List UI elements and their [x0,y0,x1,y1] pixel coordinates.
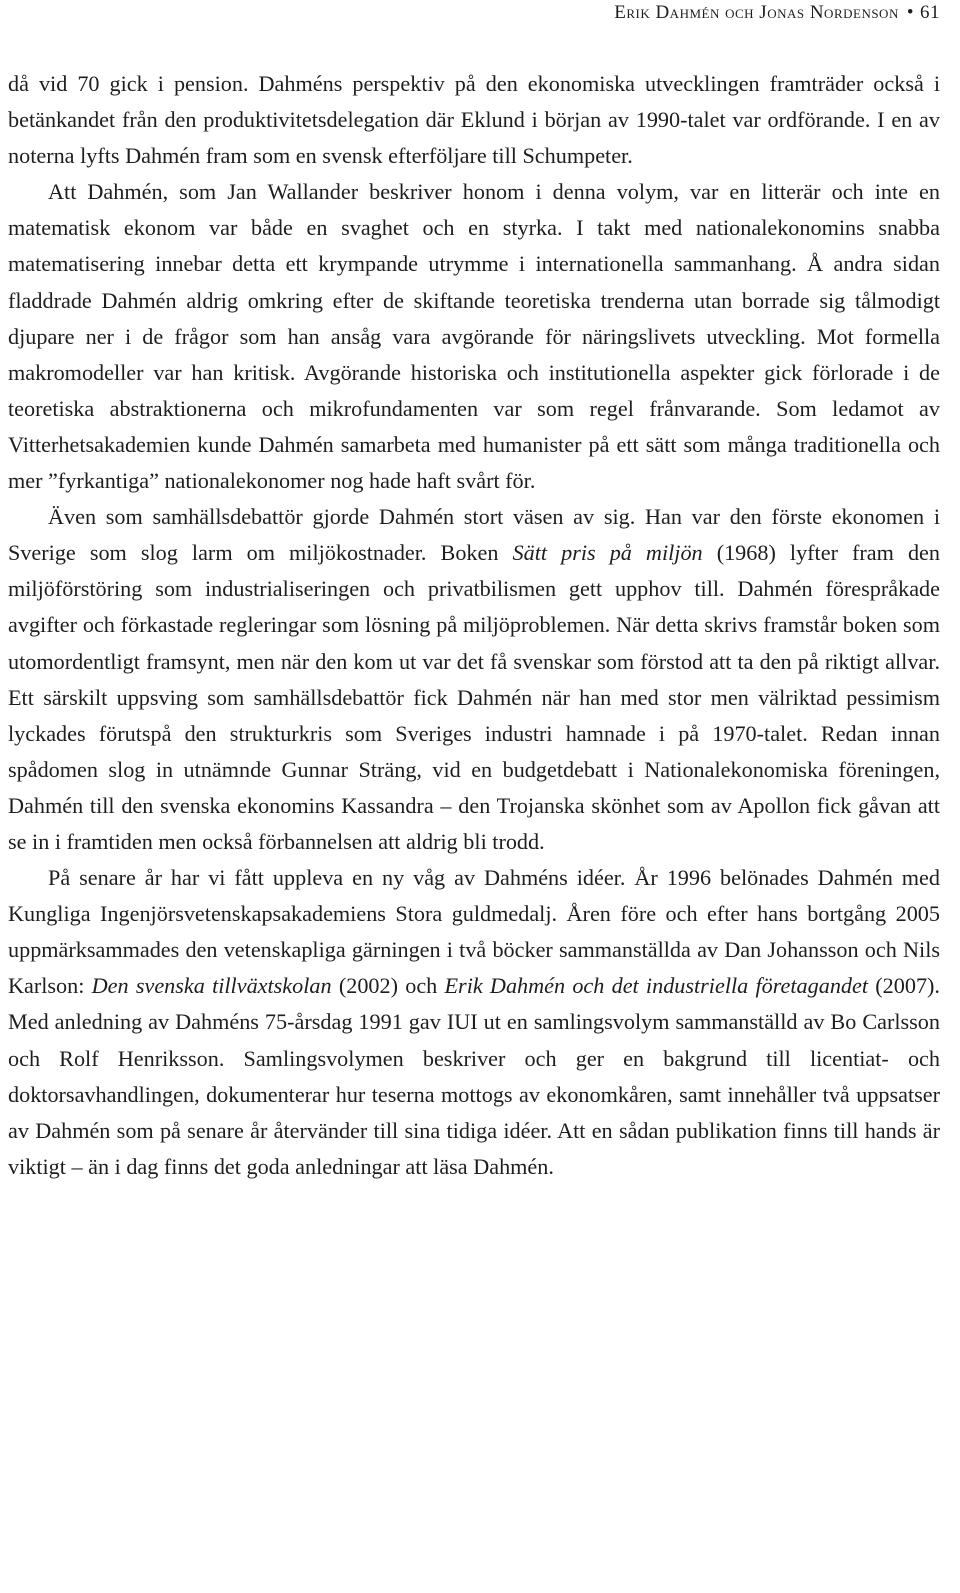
paragraph-2: Att Dahmén, som Jan Wallander beskriver honom i denna volym, var en litterär och inte en matematisk ekonom var både en svaghet och en styrka. I takt med nationalekonomins snabba matematisering innebar detta ett krympande utrymme i internationella sammanhang. Å andra sidan fladdrade Dahmén aldrig omkring efter de skiftande teoretiska trenderna utan borrade sig tålmodigt djupare ner i de frågor som han ansåg vara avgörande för näringslivets utveckling. Mot formella makromodeller var han kritisk. Avgörande historiska och institutionella aspekter gick förlorade i de teoretiska abstraktionerna och mikrofundamenten var som regel frånvarande. Som ledamot av Vitterhetsakademien kunde Dahmén samarbeta med humanister på ett sätt som många traditionella och mer ”fyrkantiga” nationalekonomer nog hade haft svårt för. [8,179,940,494]
paragraph-4-text-a: På senare år har vi fått uppleva en ny våg av Dahméns idéer. År 1996 belönades Dahmén med Kungliga Ingenjörsvetenskapsakademiens Stora guldmedalj. Åren före och efter hans bortgång 2005 uppmärksammades den vetenskapliga gärningen i två böcker sammanställda av Dan Johansson och Nils Karlson: [8,865,940,999]
paragraph-4 [8,860,940,1185]
paragraph-1: då vid 70 gick i pension. Dahméns perspektiv på den ekonomiska utvecklingen framträder också i betänkandet från den produktivitetsdelegation där Eklund i början av 1990-talet var ordförande. I en av noterna lyfts Dahmén fram som en svensk efterföljare till Schumpeter. [8,71,940,169]
paragraph-3-text-a: Även som samhällsdebattör gjorde Dahmén stort väsen av sig. Han var den förste ekonomen i Sverige som slog larm om miljökostnader. Boken [8,504,940,566]
body-text [8,66,940,1185]
bullet-separator: • [906,2,914,23]
paragraph-3 [8,499,940,860]
book-title-den-svenska-tillvaxtskolan: Den svenska tillväxtskolan [91,973,332,999]
running-title: Erik Dahmén och Jonas Nordenson [614,2,899,23]
book-title-erik-dahmen-och-det-industriella-foretagandet: Erik Dahmén och det industriella företagandet [444,973,869,999]
running-head [614,2,940,24]
page-number: 61 [920,2,940,23]
book-title-satt-pris-pa-miljon: Sätt pris på miljön [512,540,703,566]
paragraph-4-text-c: (2007). Med anledning av Dahméns 75-årsdag 1991 gav IUI ut en samlingsvolym sammanställd av Bo Carlsson och Rolf Henriksson. Samlingsvolymen beskriver och ger en bakgrund till licentiat- och doktorsavhandlingen, dokumenterar hur teserna mottogs av ekonomkåren, samt innehåller två uppsatser av Dahmén som på senare år återvänder till sina tidiga idéer. Att en sådan publikation finns till hands är viktigt – än i dag finns det goda anledningar att läsa Dahmén. [8,973,940,1179]
paragraph-4-text-b: (2002) och [331,973,445,999]
book-page [8,0,940,1593]
paragraph-3-text-b: (1968) lyfter fram den miljöförstöring som industrialiseringen och privatbilismen gett upphov till. Dahmén förespråkade avgifter och förkastade regleringar som lösning på miljöproblemen. När detta skrivs framstår boken som utomordentligt framsynt, men när den kom ut var det få svenskar som förstod att ta den på riktigt allvar. Ett särskilt uppsving som samhällsdebattör fick Dahmén när han med stor men välriktad pessimism lyckades förutspå den strukturkris som Sveriges industri hamnade i på 1970-talet. Redan innan spådomen slog in utnämnde Gunnar Sträng, vid en budgetdebatt i Nationalekonomiska föreningen, Dahmén till den svenska ekonomins Kassandra – den Trojanska skönhet som av Apollon fick gåvan att se in i framtiden men också förbannelsen att aldrig bli trodd. [8,540,940,854]
